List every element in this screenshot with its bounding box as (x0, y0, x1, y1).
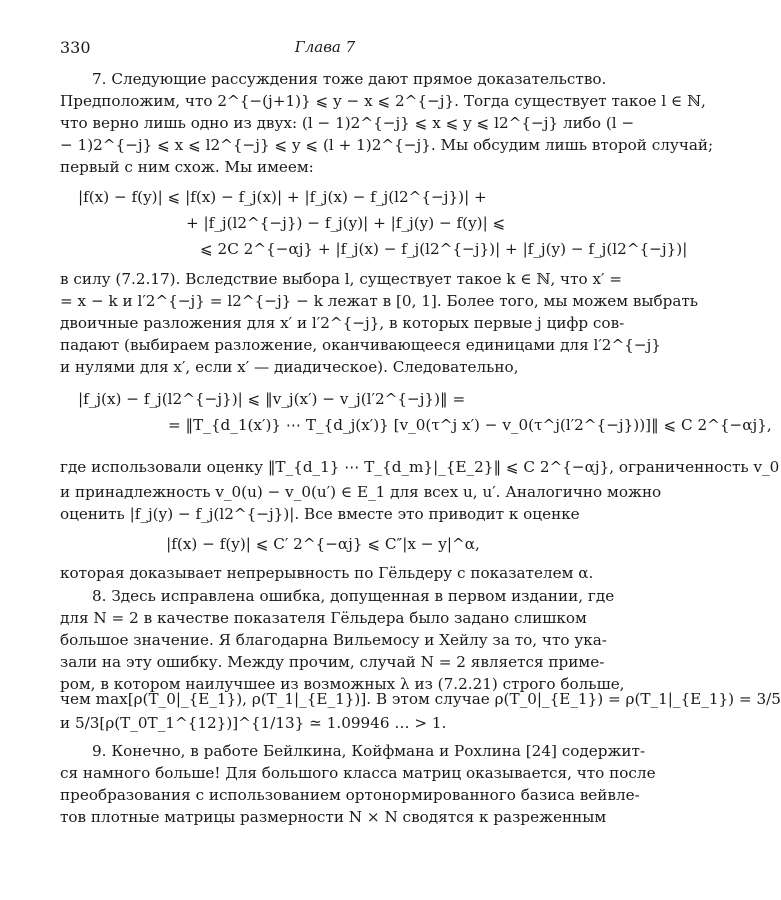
text-line: ром, в котором наилучшее из возможных λ из (7.2.21) строго больше, (60, 675, 625, 693)
equation-line: |f(x) − f(y)| ⩽ |f(x) − f_j(x)| + |f_j(x) − f_j(l2^{−j})| + (78, 188, 487, 206)
equation-line: |f_j(x) − f_j(l2^{−j})| ⩽ ‖v_j(x′) − v_j(l′2^{−j})‖ = (78, 390, 466, 408)
text-line: для N = 2 в качестве показателя Гёльдера было задано слишком (60, 609, 587, 627)
equation-line: + |f_j(l2^{−j}) − f_j(y)| + |f_j(y) − f(y)| ⩽ (186, 214, 506, 232)
text-line: которая доказывает непрерывность по Гёльдеру с показателем α. (60, 564, 594, 582)
text-line: и 5/3[ρ(T_0T_1^{12})]^{1/13} ≃ 1.09946 … > 1. (60, 714, 447, 732)
text-line: ся намного больше! Для большого класса матриц оказывается, что после (60, 764, 656, 782)
text-line: в силу (7.2.17). Вследствие выбора l, существует такое k ∈ ℕ, что x′ = (60, 270, 623, 288)
text-line: оценить |f_j(y) − f_j(l2^{−j})|. Все вместе это приводит к оценке (60, 505, 580, 523)
text-line: тов плотные матрицы размерности N × N сводятся к разреженным (60, 808, 607, 826)
text-line: что верно лишь одно из двух: (l − 1)2^{−j} ⩽ x ⩽ y ⩽ l2^{−j} либо (l − (60, 114, 635, 132)
text-line: большое значение. Я благодарна Вильемосу и Хейлу за то, что ука- (60, 631, 607, 649)
text-line: падают (выбираем разложение, оканчивающееся единицами для l′2^{−j} (60, 336, 661, 354)
text-line: двоичные разложения для x′ и l′2^{−j}, в которых первые j цифр сов- (60, 314, 625, 332)
text-line: чем max[ρ(T_0|_{E_1}), ρ(T_1|_{E_1})]. В этом случае ρ(T_0|_{E_1}) = ρ(T_1|_{E_1}) = 3/5 (60, 690, 781, 708)
text-line: преобразования с использованием ортонормированного базиса вейвле- (60, 786, 640, 804)
equation-line: ⩽ 2C 2^{−αj} + |f_j(x) − f_j(l2^{−j})| + |f_j(y) − f_j(l2^{−j})| (200, 240, 688, 258)
text-line: 8. Здесь исправлена ошибка, допущенная в первом издании, где (92, 587, 615, 605)
text-line: первый с ним схож. Мы имеем: (60, 158, 314, 176)
text-line: и принадлежность v_0(u) − v_0(u′) ∈ E_1 для всех u, u′. Аналогично можно (60, 483, 662, 501)
text-line: 9. Конечно, в работе Бейлкина, Койфмана и Рохлина [24] содержит- (92, 742, 646, 760)
text-line: где использовали оценку ‖T_{d_1} ⋯ T_{d_m}|_{E_2}‖ ⩽ C 2^{−αj}, ограниченность v_0 (60, 458, 780, 476)
text-line: и нулями для x′, если x′ — диадическое). Следовательно, (60, 358, 519, 376)
text-line: зали на эту ошибку. Между прочим, случай N = 2 является приме- (60, 653, 605, 671)
page-number: 330 (60, 38, 91, 57)
running-header (60, 38, 590, 58)
equation-line: = ‖T_{d_1(x′)} ⋯ T_{d_j(x′)} [v_0(τ^j x′) − v_0(τ^j(l′2^{−j}))]‖ ⩽ C 2^{−αj}, (168, 416, 772, 434)
text-line: = x − k и l′2^{−j} = l2^{−j} − k лежат в [0, 1]. Более того, мы можем выбрать (60, 292, 699, 310)
equation-line: |f(x) − f(y)| ⩽ C′ 2^{−αj} ⩽ C″|x − y|^α, (166, 535, 480, 553)
chapter-title: Глава 7 (294, 38, 356, 56)
text-line: − 1)2^{−j} ⩽ x ⩽ l2^{−j} ⩽ y ⩽ (l + 1)2^{−j}. Мы обсудим лишь второй случай; (60, 136, 714, 154)
text-line: Предположим, что 2^{−(j+1)} ⩽ y − x ⩽ 2^{−j}. Тогда существует такое l ∈ ℕ, (60, 92, 706, 110)
text-line: 7. Следующие рассуждения тоже дают прямое доказательство. (92, 70, 607, 88)
